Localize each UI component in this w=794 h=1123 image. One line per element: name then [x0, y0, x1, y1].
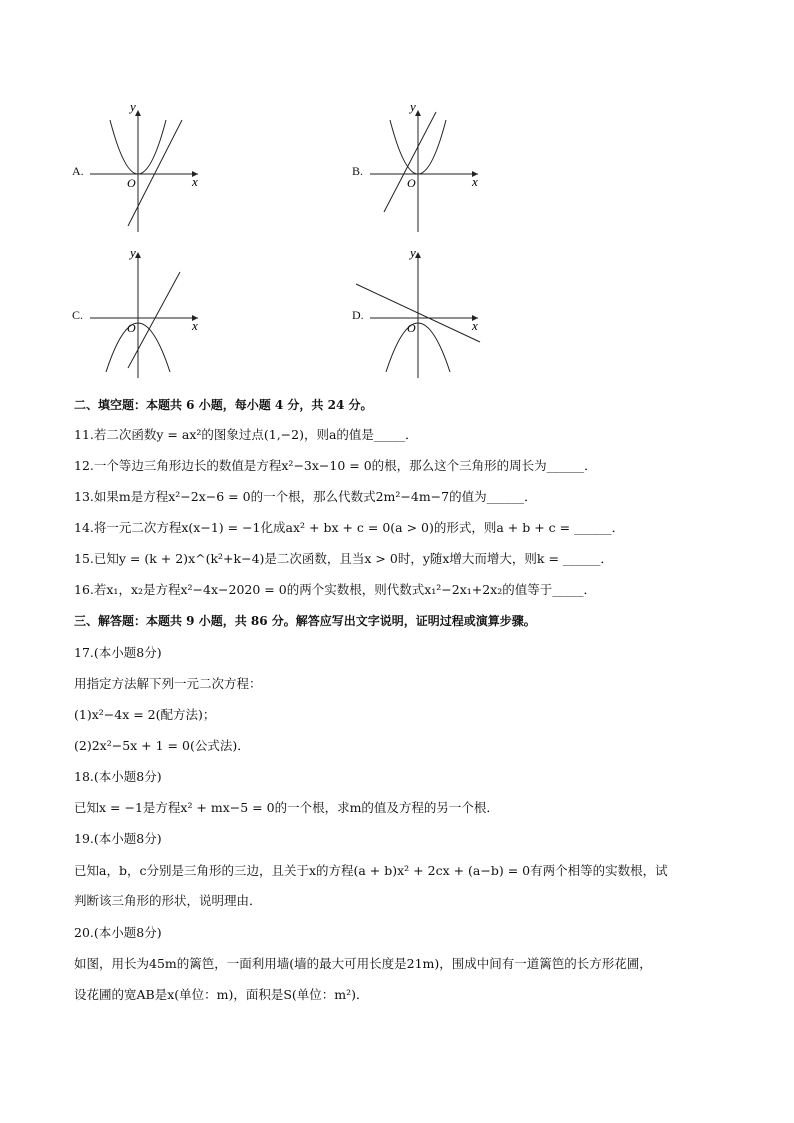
origin-label: O: [407, 321, 416, 335]
graph-option-c: [70, 244, 330, 384]
line-graph: [128, 272, 180, 368]
question-18-body: 已知x = −1是方程x² + mx−5 = 0的一个根，求m的值及方程的另一个根．: [74, 800, 499, 815]
y-axis-arrow: [135, 110, 141, 116]
graph-a-figure: [70, 98, 330, 238]
question-17-title: 17.(本小题8分): [74, 645, 162, 660]
question-15: 15.已知y = (k + 2)x^(k²+k−4)是二次函数，且当x > 0时，y随x增大而增大，则k = ______．: [74, 551, 613, 566]
question-12: 12.一个等边三角形边长的数值是方程x²−3x−10 = 0的根，那么这个三角形的周长为______．: [74, 458, 597, 473]
graph-b-figure: [350, 98, 610, 238]
question-20-title: 20.(本小题8分): [74, 925, 162, 940]
x-axis-label: x: [472, 174, 478, 189]
section-solution-heading: 三、解答题：本题共 9 小题，共 86 分。解答应写出文字说明，证明过程或演算步骤。: [74, 614, 536, 628]
question-20-body-line-1: 如图，用长为45m的篱笆，一面利用墙(墙的最大可用长度是21m)，围成中间有一道篱笆的长方形花圃，: [74, 956, 652, 971]
question-18-title: 18.(本小题8分): [74, 769, 162, 784]
graph-option-a: [70, 98, 330, 238]
section-fill-blank-heading: 二、填空题：本题共 6 小题，每小题 4 分，共 24 分。: [74, 398, 373, 412]
option-label: D.: [352, 308, 364, 322]
option-label: A.: [72, 164, 84, 178]
y-axis-arrow: [135, 252, 141, 258]
graph-option-d: [350, 244, 610, 384]
option-label: B.: [352, 164, 364, 178]
graph-d-figure: [350, 244, 610, 384]
origin-label: O: [407, 176, 416, 190]
y-axis-label: y: [410, 245, 416, 260]
question-17-part-1: (1)x²−4x = 2(配方法)；: [74, 707, 216, 722]
line-graph: [128, 120, 182, 226]
question-19-body-line-2: 判断该三角形的形状，说明理由．: [74, 893, 262, 908]
y-axis-label: y: [410, 99, 416, 114]
graph-option-b: [350, 98, 610, 238]
y-axis-arrow: [415, 110, 421, 116]
question-17-intro: 用指定方法解下列一元二次方程：: [74, 676, 262, 691]
x-axis-label: x: [192, 174, 198, 189]
x-axis-label: x: [192, 318, 198, 333]
question-13: 13.如果m是方程x²−2x−6 = 0的一个根，那么代数式2m²−4m−7的值为______．: [74, 489, 537, 504]
question-14: 14.将一元二次方程x(x−1) = −1化成ax² + bx + c = 0(a > 0)的形式，则a + b + c = ______．: [74, 520, 625, 535]
origin-label: O: [127, 321, 136, 335]
y-axis-label: y: [130, 245, 136, 260]
origin-label: O: [127, 176, 136, 190]
question-11: 11.若二次函数y = ax²的图象过点(1,−2)，则a的值是_____．: [74, 427, 418, 442]
y-axis-label: y: [130, 99, 136, 114]
y-axis-arrow: [415, 252, 421, 258]
question-20-body-line-2: 设花圃的宽AB是x(单位：m)，面积是S(单位：m²)．: [74, 987, 369, 1002]
option-label: C.: [72, 308, 84, 322]
question-16: 16.若x₁，x₂是方程x²−4x−2020 = 0的两个实数根，则代数式x₁²−2x₁+2x₂的值等于_____．: [74, 582, 596, 597]
question-19-title: 19.(本小题8分): [74, 831, 162, 846]
question-17-part-2: (2)2x²−5x + 1 = 0(公式法)．: [74, 738, 250, 753]
question-19-body-line-1: 已知a，b，c分别是三角形的三边，且关于x的方程(a + b)x² + 2cx + (a−b) = 0有两个相等的实数根，试: [74, 863, 668, 878]
x-axis-label: x: [472, 318, 478, 333]
graph-c-figure: [70, 244, 330, 384]
